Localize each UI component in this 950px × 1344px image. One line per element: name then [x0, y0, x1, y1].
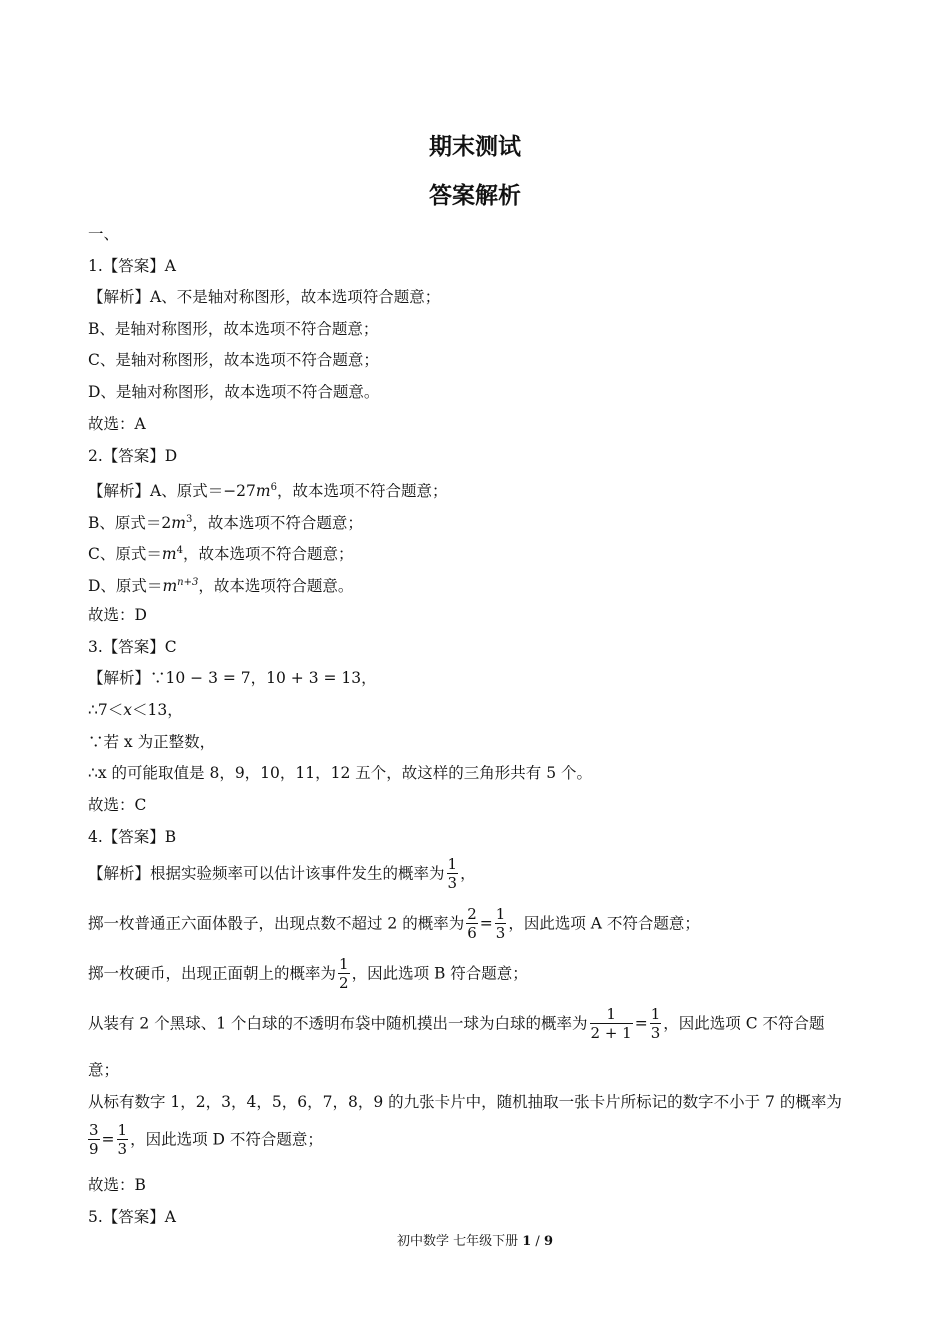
- q4-line-4-end: ，因此选项 C 不符合题: [663, 1014, 825, 1033]
- q4-line-6-end: ，因此选项 D 不符合题意；: [130, 1130, 323, 1149]
- q4-line-4-cont: 意；: [88, 1061, 120, 1079]
- q3-line-2-var: x: [123, 701, 132, 719]
- fraction-denominator: 2: [339, 974, 349, 992]
- q2-line-2-var: m: [171, 514, 186, 533]
- fraction-numerator: 1: [339, 955, 349, 973]
- q1-answer: 1.【答案】A: [88, 257, 176, 275]
- q2-line-3-a: C、原式＝: [88, 545, 162, 564]
- equals-sign: =: [634, 1014, 648, 1033]
- q1-line-2: B、是轴对称图形，故本选项不符合题意；: [88, 320, 379, 338]
- q3-choose: 故选：C: [88, 796, 147, 814]
- equals-sign: =: [101, 1130, 115, 1149]
- q4-answer: 4.【答案】B: [88, 828, 177, 846]
- q3-line-2-a: ∴7＜: [88, 701, 124, 719]
- fraction: [466, 905, 478, 942]
- q4-line-1: [88, 856, 476, 893]
- q5-answer: 5.【答案】A: [88, 1208, 176, 1226]
- q2-line-3-var: m: [161, 545, 177, 564]
- fraction: [338, 955, 350, 992]
- fraction-numerator: 1: [590, 1005, 633, 1024]
- q3-line-4: ∴x 的可能取值是 8，9，10，11，12 五个，故这样的三角形共有 5 个。: [88, 764, 592, 782]
- q4-line-4: [88, 1006, 824, 1043]
- q2-line-4: [88, 573, 353, 596]
- q2-line-3: [88, 541, 353, 564]
- fraction: [650, 1005, 662, 1042]
- q1-choose: 故选：A: [88, 415, 146, 433]
- footer-page-number: 1: [522, 1234, 532, 1249]
- q2-choose: 故选：D: [88, 606, 147, 624]
- fraction: [447, 855, 459, 892]
- q2-line-1-exp: 6: [270, 482, 277, 493]
- q2-line-4-a: D、原式＝: [88, 577, 163, 596]
- q4-line-2-end: ，因此选项 A 不符合题意；: [508, 914, 700, 933]
- page-subtitle: 答案解析: [429, 183, 521, 209]
- q2-line-1-d: ，故本选项不符合题意；: [276, 482, 448, 501]
- q2-line-4-exp: n+3: [177, 577, 199, 588]
- fraction-denominator: 9: [89, 1140, 99, 1158]
- fraction-numerator: 1: [650, 1005, 661, 1023]
- q3-line-2: [88, 700, 183, 720]
- q2-line-1-var: m: [255, 482, 271, 501]
- footer-text: 初中数学 七年级下册: [396, 1234, 523, 1249]
- q4-line-2-text: 掷一枚普通正六面体骰子，出现点数不超过 2 的概率为: [88, 914, 465, 933]
- fraction: [117, 1121, 129, 1158]
- q2-line-4-d: ，故本选项符合题意。: [198, 577, 354, 596]
- fraction: [590, 1005, 633, 1042]
- q1-line-1: 【解析】A、不是轴对称图形，故本选项符合题意；: [88, 288, 441, 306]
- fraction-denominator: 3: [447, 874, 458, 892]
- q2-line-1: [88, 478, 448, 501]
- footer-total-pages: 9: [543, 1234, 553, 1249]
- fraction-denominator: 3: [117, 1140, 128, 1158]
- footer-sep: /: [531, 1234, 544, 1249]
- q4-line-3-text: 掷一枚硬币，出现正面朝上的概率为: [88, 964, 337, 983]
- q2-line-2-d: ，故本选项不符合题意；: [192, 514, 363, 533]
- q4-line-5: 从标有数字 1，2，3，4，5，6，7，8，9 的九张卡片中，随机抽取一张卡片所标记的数字不小于 7 的概率为: [88, 1093, 842, 1111]
- q2-answer: 2.【答案】D: [88, 447, 178, 465]
- q3-line-1: 【解析】∵10 − 3 = 7，10 + 3 = 13，: [88, 669, 377, 687]
- q4-line-3: [88, 956, 528, 993]
- q4-line-1-end: ，: [460, 864, 476, 883]
- q4-line-1-text: 【解析】根据实验频率可以估计该事件发生的概率为: [88, 864, 445, 883]
- fraction-numerator: 1: [117, 1121, 128, 1139]
- fraction: [495, 905, 507, 942]
- q4-line-3-end: ，因此选项 B 符合题意；: [351, 964, 528, 983]
- q4-line-4-text: 从装有 2 个黑球、1 个白球的不透明布袋中随机摸出一球为白球的概率为: [88, 1014, 588, 1033]
- fraction-denominator: 3: [650, 1024, 661, 1042]
- q2-line-4-var: m: [162, 577, 178, 596]
- page-footer: [0, 1230, 950, 1249]
- page-title: 期末测试: [429, 134, 521, 160]
- q4-line-2: [88, 906, 700, 943]
- fraction-denominator: 2 + 1: [590, 1024, 632, 1042]
- q2-line-2-exp: 3: [185, 514, 193, 525]
- q2-line-1-a: 【解析】A、原式＝−27: [88, 482, 256, 501]
- fraction-denominator: 6: [467, 924, 477, 942]
- fraction-denominator: 3: [495, 924, 506, 942]
- section-heading: 一、: [88, 225, 120, 243]
- fraction-numerator: 2: [467, 905, 477, 923]
- q2-line-3-exp: 4: [176, 545, 183, 556]
- q4-choose: 故选：B: [88, 1176, 146, 1194]
- q1-line-4: D、是轴对称图形，故本选项不符合题意。: [88, 383, 380, 401]
- q2-line-3-d: ，故本选项不符合题意；: [182, 545, 354, 564]
- q3-answer: 3.【答案】C: [88, 638, 177, 656]
- q2-line-2: [88, 510, 363, 533]
- fraction-numerator: 1: [447, 855, 458, 873]
- fraction-numerator: 3: [89, 1121, 99, 1139]
- q4-line-6: [88, 1122, 323, 1159]
- fraction-numerator: 1: [495, 905, 506, 923]
- fraction: [88, 1121, 100, 1158]
- q3-line-3: ∵若 x 为正整数，: [88, 733, 216, 751]
- q3-line-2-c: ＜13，: [131, 701, 183, 719]
- q1-line-3: C、是轴对称图形，故本选项不符合题意；: [88, 351, 379, 369]
- equals-sign: =: [479, 914, 493, 933]
- q2-line-2-a: B、原式＝2: [88, 514, 172, 533]
